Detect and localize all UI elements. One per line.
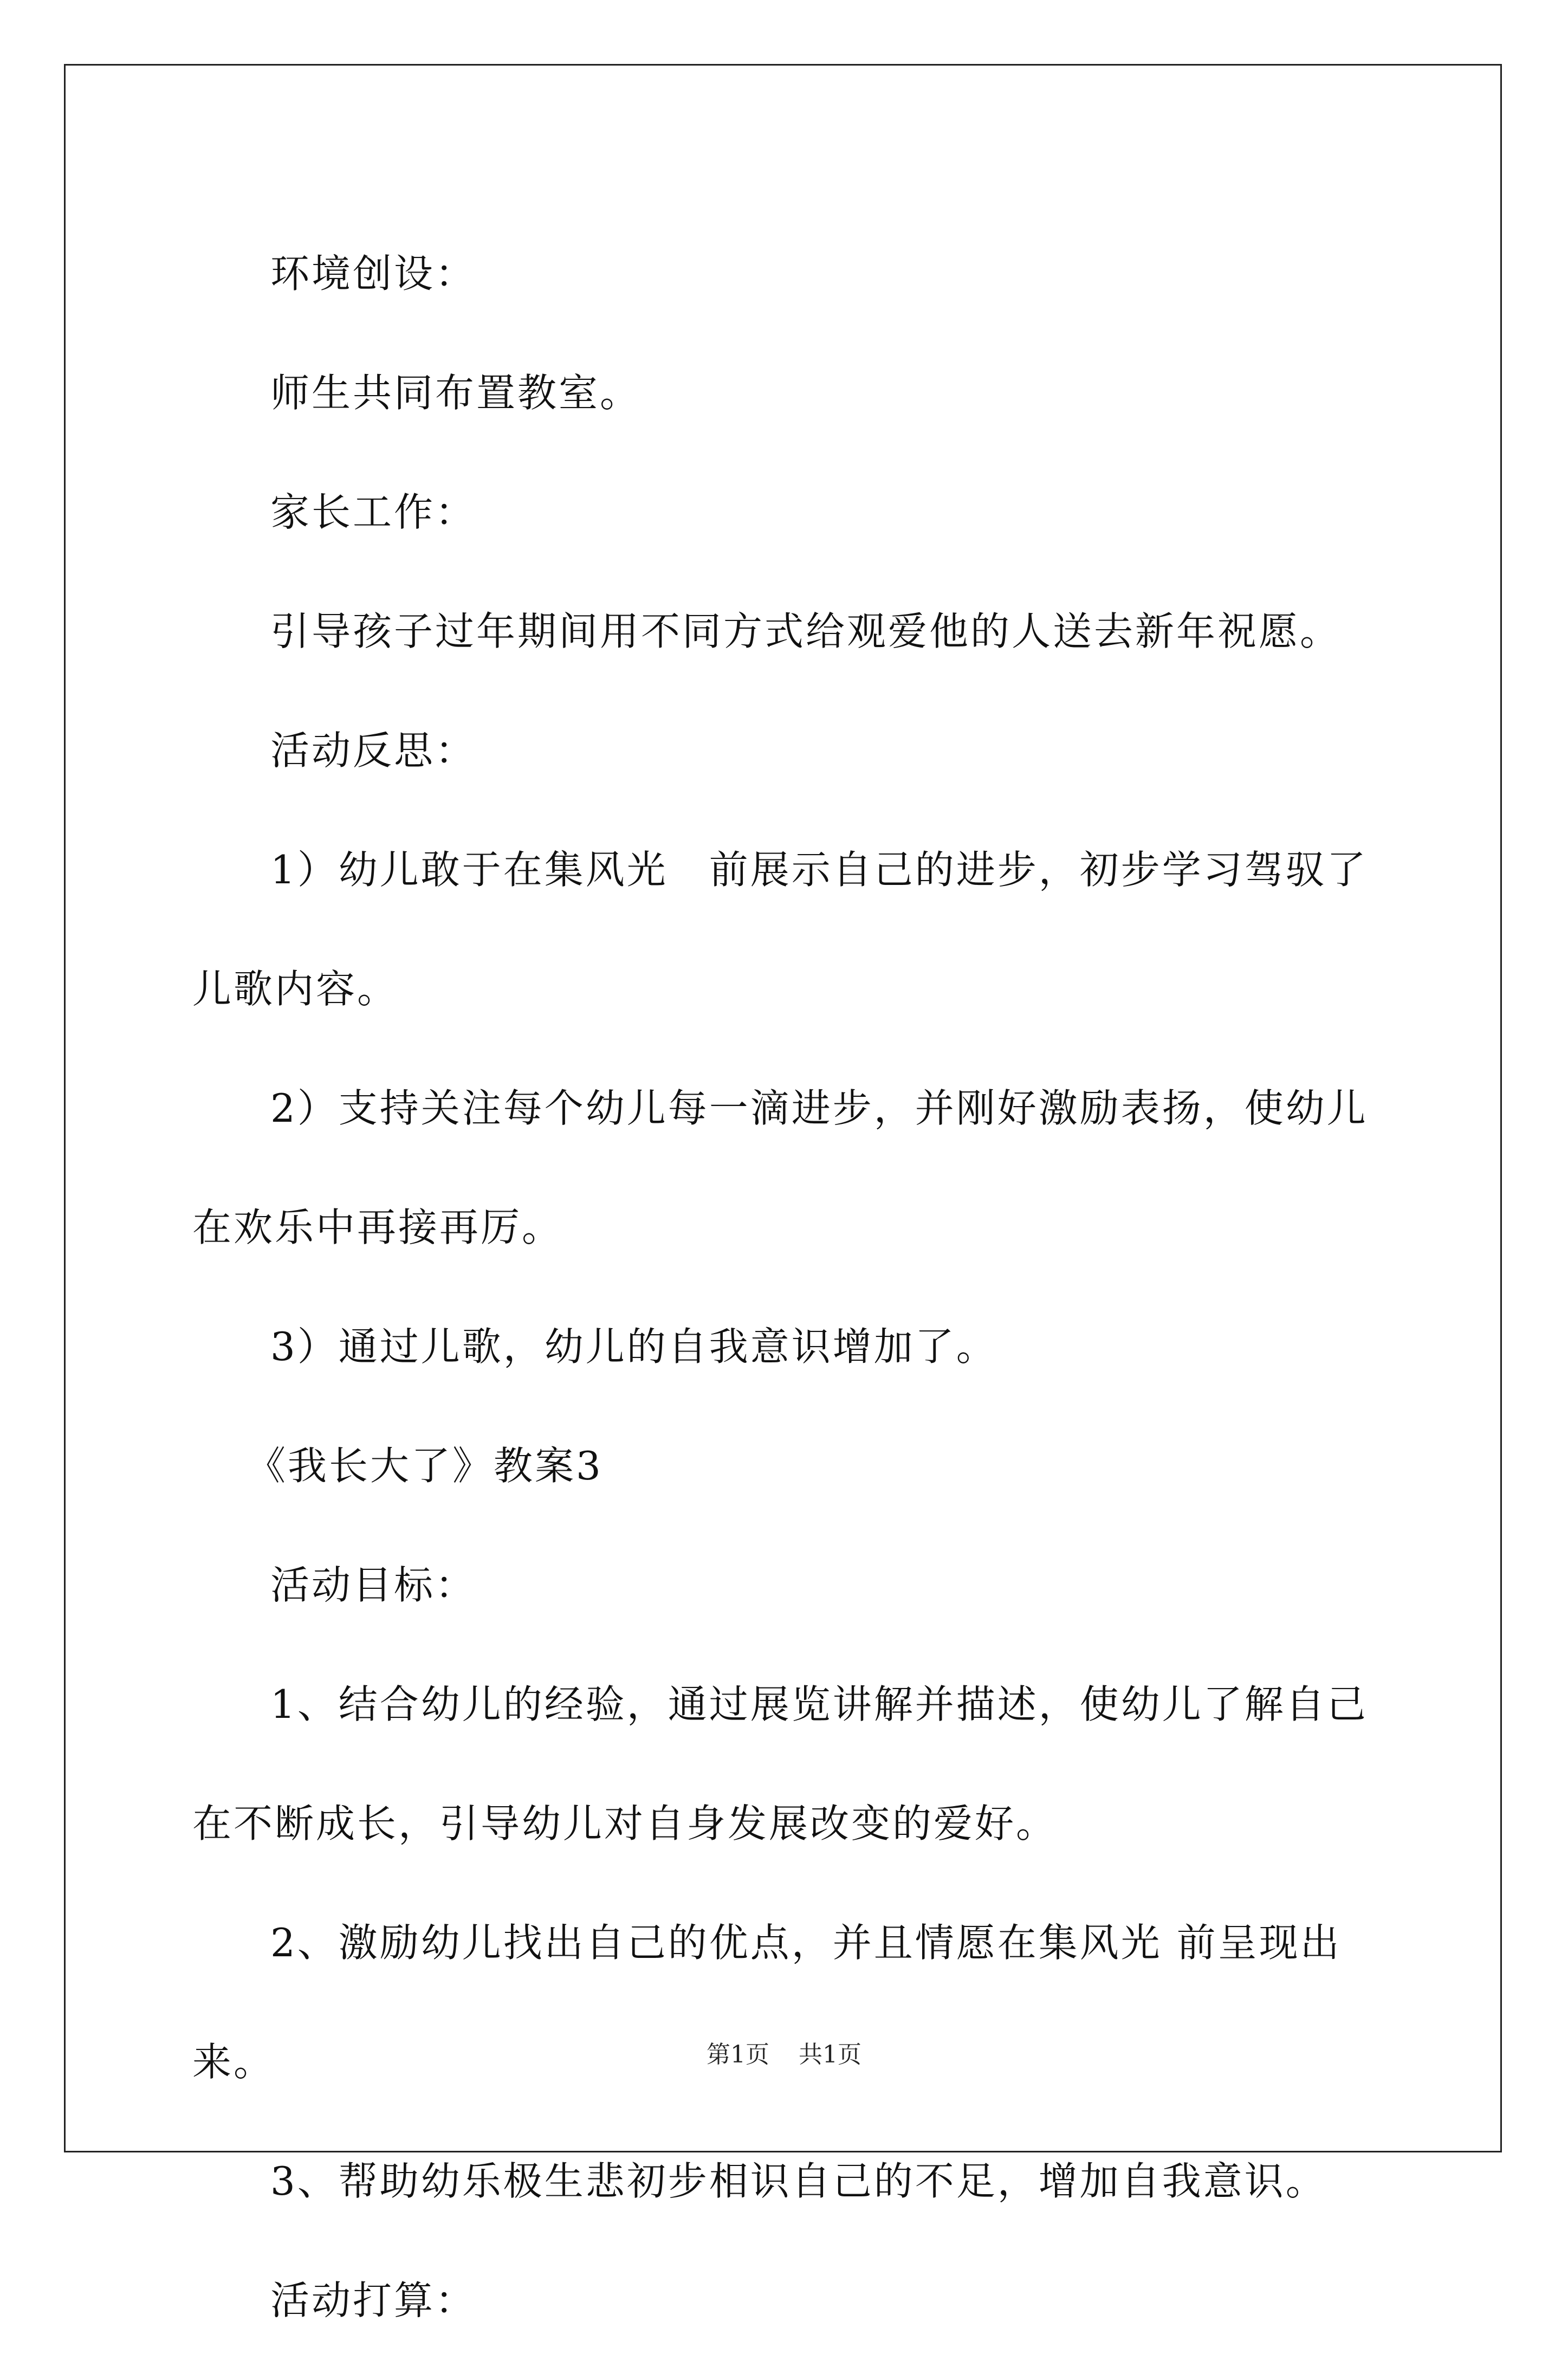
page-footer <box>0 2035 1568 2070</box>
page-total: 共1页 <box>799 2041 861 2068</box>
paragraph: 家长工作： <box>270 489 477 535</box>
page-number: 第1页 <box>707 2041 769 2068</box>
paragraph: 活动打算： <box>270 2278 477 2323</box>
paragraph: 引导孩子过年期间用不同方式给观爱他的人送去新年祝愿。 <box>270 609 1342 654</box>
section-heading: 《我长大了》教案3 <box>247 1443 603 1489</box>
paragraph: 3）通过儿歌，幼儿的自我意识增加了。 <box>270 1324 997 1369</box>
paragraph: 师生共同布置教室。 <box>270 370 642 416</box>
paragraph: 活动目标： <box>270 1562 477 1608</box>
paragraph: 2）支持关注每个幼儿每一滴进步，并刚好激励表扬，使幼儿在欢乐中再接再厉。 <box>192 1085 1368 1250</box>
paragraph: 1）幼儿敢于在集风光 前展示自己的进步，初步学习驾驭了儿歌内容。 <box>192 847 1368 1012</box>
paragraph: 2、激励幼儿找出自己的优点，并且情愿在集风光 前呈现出来。 <box>192 1920 1342 2085</box>
paragraph: 3、帮助幼乐极生悲初步相识自己的不足，增加自我意识。 <box>270 2158 1327 2204</box>
paragraph: 1、结合幼儿的经验，通过展览讲解并描述，使幼儿了解自己在不断成长，引导幼儿对自身发展改变的爱好。 <box>192 1682 1368 1846</box>
paragraph: 环境创设： <box>270 251 477 296</box>
paragraph: 活动反思： <box>270 728 477 773</box>
